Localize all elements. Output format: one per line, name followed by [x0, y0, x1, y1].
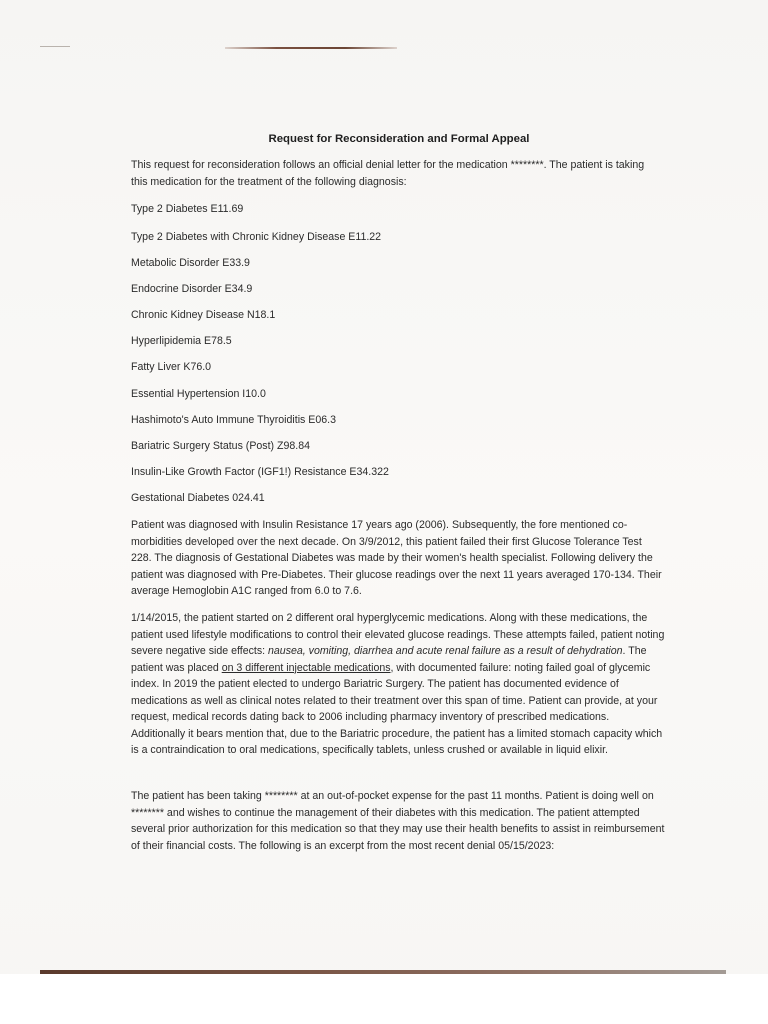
out-of-pocket-paragraph: The patient has been taking ******** at an out-of-pocket expense for the past 11 months. Patient is doing well on ******** and wishes to continue the management of their diabetes with this medication. The patient attempted several prior authorization for this medication so that they may use their health benefits to assist in reimbursement of their financial costs. The following is an excerpt from the most recent denial 05/15/2023: — [131, 790, 665, 852]
diagnosis-item: Bariatric Surgery Status (Post) Z98.84 — [131, 440, 310, 452]
letter-title: Request for Reconsideration and Formal Appeal — [268, 133, 530, 145]
page-edge-top — [225, 47, 397, 49]
diagnosis-item: Type 2 Diabetes with Chronic Kidney Disease E11.22 — [131, 231, 382, 243]
treatment-text: 1/14/2015, the patient started on 2 different oral hyperglycemic medications. Along with these medications, the patient used lifestyle modifications to control their elevated glucose readings. These attempts failed, patient noting severe negative side effects: — [131, 612, 665, 657]
diagnosis-item: Hyperlipidemia E78.5 — [131, 335, 232, 347]
diagnosis-item: Essential Hypertension I10.0 — [131, 388, 266, 400]
scan-background — [0, 974, 768, 1024]
treatment-text: , with documented failure: noting failed goal of glycemic index. In 2019 the patient elected to undergo Bariatric Surgery. The patient has documented evidence of medications as well as clinical notes related to their treatment over this span of time. Patient can provide, at your request, medical records dating back to 2006 including pharmacy inventory of prescribed medications. Additionally it bears mention that, due to the Bariatric procedure, the patient has a limited stomach capacity which is a contraindication to oral medications, specifically tablets, unless crushed or available in liquid elixir. — [131, 661, 663, 756]
diagnosis-item: Metabolic Disorder E33.9 — [131, 257, 250, 269]
diagnosis-item: Chronic Kidney Disease N18.1 — [131, 309, 276, 321]
intro-paragraph: This request for reconsideration follows an official denial letter for the medication ********. The patient is taking this medication for the treatment of the following diagnosis: — [131, 159, 645, 188]
diagnosis-item: Type 2 Diabetes E11.69 — [131, 203, 244, 215]
diagnosis-item: Fatty Liver K76.0 — [131, 361, 212, 373]
diagnosis-item: Insulin-Like Growth Factor (IGF1!) Resistance E34.322 — [131, 466, 389, 478]
diagnosis-item: Hashimoto's Auto Immune Thyroiditis E06.3 — [131, 414, 336, 426]
treatment-text: . The patient was placed — [131, 645, 647, 674]
treatment-paragraph — [131, 610, 665, 759]
diagnosis-item: Endocrine Disorder E34.9 — [131, 283, 253, 295]
injectable-medications-text: on 3 different injectable medications — [221, 661, 391, 674]
diagnosis-item: Gestational Diabetes 024.41 — [131, 492, 265, 504]
page-edge-top-left — [40, 46, 70, 47]
side-effects-text: nausea, vomiting, diarrhea and acute renal failure as a result of dehydration — [268, 645, 623, 657]
history-paragraph: Patient was diagnosed with Insulin Resistance 17 years ago (2006). Subsequently, the fore mentioned co-morbidities developed over the next decade. On 3/9/2012, this patient failed their first Glucose Tolerance Test 228. The diagnosis of Gestational Diabetes was made by their women's health specialist. Following delivery the patient was diagnosed with Pre-Diabetes. Their glucose readings over the next 11 years averaged 170-134. Their average Hemoglobin A1C ranged from 6.0 to 7.6. — [131, 519, 662, 597]
